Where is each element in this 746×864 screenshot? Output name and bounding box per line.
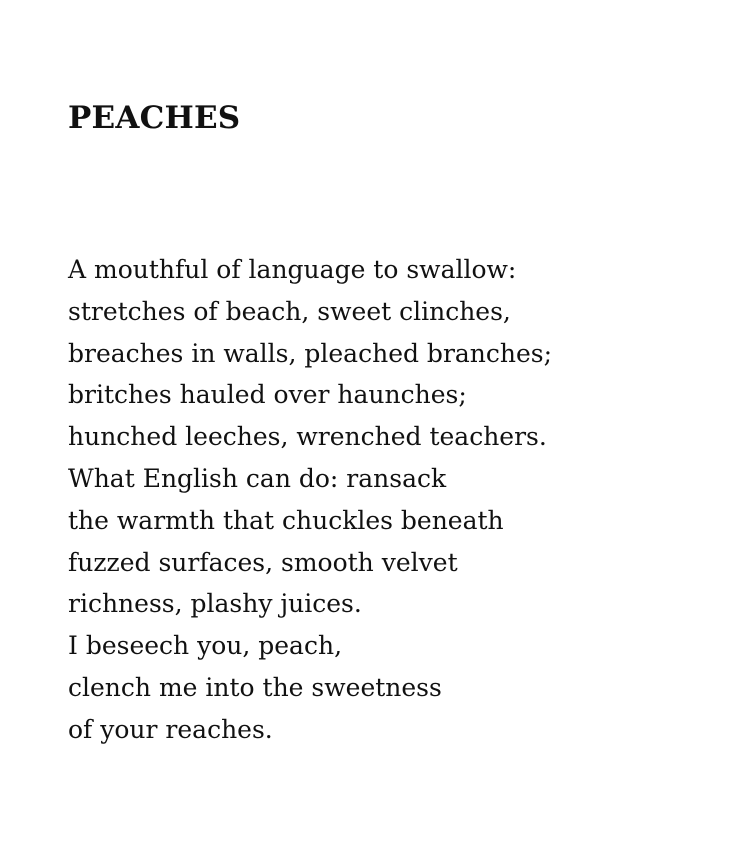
- poem-line: stretches of beach, sweet clinches,: [68, 296, 511, 326]
- poem-line: breaches in walls, pleached branches;: [68, 338, 553, 368]
- poem-line: the warmth that chuckles beneath: [68, 505, 504, 535]
- poem-line: fuzzed surfaces, smooth velvet: [68, 547, 458, 577]
- poem-line: of your reaches.: [68, 714, 273, 744]
- poem-line: A mouthful of language to swallow:: [68, 255, 517, 284]
- poem-line: richness, plashy juices.: [68, 589, 362, 619]
- poem-line: What English can do: ransack: [68, 463, 447, 493]
- poem-line: britches hauled over haunches;: [68, 380, 467, 410]
- poem-line: hunched leeches, wrenched teachers.: [68, 422, 547, 452]
- poem-body: [68, 249, 552, 751]
- poem-line: clench me into the sweetness: [68, 672, 442, 702]
- poem-line: I beseech you, peach,: [68, 631, 343, 661]
- poem-title: PEACHES: [68, 100, 241, 136]
